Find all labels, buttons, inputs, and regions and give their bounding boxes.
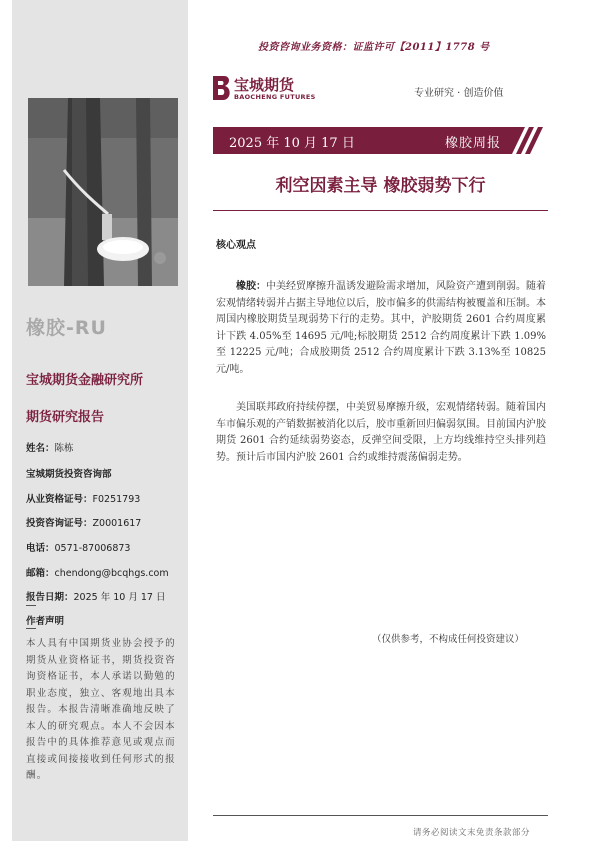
logo-mark-icon (210, 74, 232, 102)
report-headline: 利空因素主导 橡胶弱势下行 (275, 176, 486, 196)
slogan: 专业研究 · 创造价值 (414, 88, 504, 99)
advisory-cert-number: 投资咨询证号：Z0001617 (26, 518, 142, 529)
title-band (213, 127, 548, 154)
company-logo (210, 74, 320, 104)
section-title: 核心观点 (216, 240, 256, 251)
logo-text-cn: 宝城期货 (234, 76, 295, 94)
sidebar (12, 0, 188, 841)
cover-photo-rubber-tapping (28, 98, 178, 286)
divider (213, 210, 548, 211)
author-statement: 本人具有中国期货业协会授予的期货从业资格证书，期货投资咨询资格证书，本人承诺以勤勉的职业态度，独立、客观地出具本报告。本报告清晰准确地反映了本人的研究观点。本人不会因本报告中的具体推荐意见或观点而直接或间接接收到任何形式的报酬。 (26, 638, 176, 781)
sidebar-institute: 宝城期货金融研究所 (26, 373, 144, 388)
email: 邮箱：chendong@bcqhgs.com (26, 568, 169, 579)
qualification-notice: 投资咨询业务资格：证监许可【2011】1778 号 (258, 42, 490, 53)
report-type: 橡胶周报 (445, 136, 502, 151)
report-date: 报告日期：2025 年 10 月 17 日 (26, 592, 166, 603)
paragraph-rubber: 橡胶：中美经贸摩擦升温诱发避险需求增加，风险资产遭到削弱。随着宏观情绪转弱并占据主导地位以后，胶市偏多的供需结构被覆盖和压制。本周国内橡胶期货呈现弱势下行的走势。其中，沪胶期货 2601 合约周度累计下跌 4.05%至 14695 元/吨;标胶期货 2512 合约周度累计下跌 1.09%至 12225 元/吨；合成胶期货 2512 合约周度累计下跌 3.13%至 10825 元/吨。 (216, 281, 546, 375)
footer-notice: 请务必阅读文末免责条款部分 (413, 828, 531, 838)
sidebar-report-kind: 期货研究报告 (26, 410, 105, 425)
paragraph-outlook: 美国联邦政府持续停摆，中美贸易摩擦升级，宏观情绪转弱。随着国内车市偏乐观的产销数据被消化以后，胶市重新回归偏弱氛围。目前国内沪胶期货 2601 合约延续弱势姿态，反弹空间受限，上方均线维持空头排列趋势。预计后市国内沪胶 2601 合约或维持震荡偏弱走势。 (216, 402, 546, 463)
analyst-name: 姓名：陈栋 (26, 443, 74, 454)
logo-text-en: BAOCHENG FUTURES (234, 93, 316, 101)
license-number: 从业资格证号：F0251793 (26, 494, 141, 505)
author-statement-title: 作者声明 (26, 616, 65, 627)
divider (213, 815, 548, 816)
divider (26, 605, 36, 606)
report-date-band: 2025 年 10 月 17 日 (229, 136, 355, 151)
divider (26, 628, 36, 629)
reference-note: （仅供参考，不构成任何投资建议） (372, 634, 525, 645)
analyst-department: 宝城期货投资咨询部 (26, 469, 112, 480)
sidebar-product-name: 橡胶-RU (26, 317, 107, 339)
phone: 电话：0571-87006873 (26, 543, 131, 554)
